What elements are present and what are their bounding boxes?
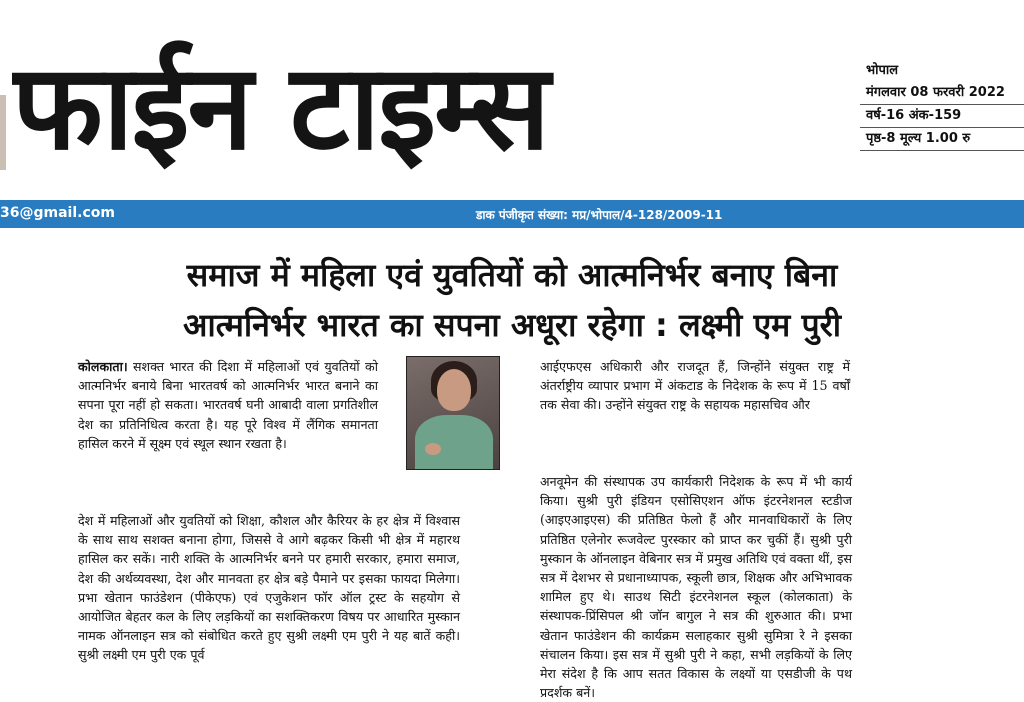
info-bar	[0, 200, 1024, 228]
postal-registration: डाक पंजीकृत संख्या: मप्र/भोपाल/4-128/2009-11	[476, 208, 723, 222]
issue-info	[860, 60, 1024, 151]
photo-figure-hand	[425, 443, 441, 455]
photo-figure-body	[415, 415, 493, 470]
email-address: 36@gmail.com	[0, 205, 115, 221]
speaker-photo	[406, 356, 500, 470]
headline-line-2: आत्मनिर्भर भारत का सपना अधूरा रहेगा : लक्ष्मी एम पुरी	[183, 306, 841, 344]
article-column-right-bottom: अनवूमेन की संस्थापक उप कार्यकारी निदेशक के रूप में भी कार्य किया। सुश्री पुरी इंडियन एसोसिएशन ऑफ इंटरनेशनल स्टडीज (आइएआइएस) की प्रतिष्ठित फेलो हैं और मानवाधिकारों के लिए प्रतिष्ठित एलेनोर रूजवेल्ट पुरस्कार को प्राप्त कर चुकीं हैं। सुश्री पुरी मुस्कान के ऑनलाइन वेबिनार सत्र में प्रमुख अतिथि एवं वक्ता थीं, इस सत्र में देशभर से प्रधानाध्यापक, स्कूली छात्र, शिक्षक और अभिभावक शामिल हुए थे। साउथ सिटी इंटरनेशनल स्कूल (कोलकाता) के संस्थापक-प्रिंसिपल श्री जॉन बागुल ने सत्र की शुरुआत की। प्रभा खेतान फाउंडेशन की कार्यक्रम सलाहकार सुश्री सुमित्रा रे ने इसका संचालन किया। इस सत्र में सुश्री पुरी ने कहा, सभी लड़कियों के लिए मेरा संदेश है कि आप सतत विकास के लक्ष्यों या एसडीजी के पथ प्रदर्शक बनें।	[540, 474, 852, 701]
volume-number: वर्ष-16 अंक-159	[860, 105, 1024, 128]
city-label: भोपाल	[866, 63, 899, 78]
left-edge-photo-fragment	[0, 95, 6, 170]
headline-line-1: समाज में महिला एवं युवतियों को आत्मनिर्भर बनाए बिना	[186, 256, 838, 294]
article-column-left-top	[78, 357, 378, 453]
newspaper-title: फाईन टाइम्स	[12, 38, 549, 176]
article-column-right-top: आईएफएस अधिकारी और राजदूत हैं, जिन्होंने संयुक्त राष्ट्र में अंतर्राष्ट्रीय व्यापार प्रभाग में अंकटाड के निदेशक के रूप में 15 वर्षों तक सेवा की। उन्होंने संयुक्त राष्ट्र के सहायक महासचिव और	[540, 359, 850, 413]
article-text-left-top: सशक्त भारत की दिशा में महिलाओं एवं युवतियों को आत्मनिर्भर बनाये बिना भारतवर्ष को आत्मनिर्भर भारत बनाने का सपना पूरा नहीं हो सकता। भारतवर्ष घनी आबादी वाला प्रगतिशील देश का प्रतिनिधित्व करता है। यह पूरे विश्व में लैंगिक समानता हासिल करने में सूक्ष्म एवं स्थूल स्थान रखता है।	[78, 359, 378, 451]
pages-price: पृष्ठ-8 मूल्य 1.00 रु	[860, 128, 1024, 151]
article-headline	[40, 250, 984, 350]
article-column-left-bottom: देश में महिलाओं और युवतियों को शिक्षा, कौशल और कैरियर के हर क्षेत्र में विश्वास के साथ साथ सशक्त बनाना होगा, जिससे वे आगे बढ़कर किसी भी क्षेत्र में महारथ हासिल कर सकें। नारी शक्ति के आत्मनिर्भर बनने पर हमारी सरकार, हमारा समाज, देश की अर्थव्यवस्था, देश और मानवता हर क्षेत्र बड़े पैमाने पर इसका फायदा मिलेगा। प्रभा खेतान फाउंडेशन (पीकेएफ) एवं एजुकेशन फॉर ऑल ट्रस्ट के सहयोग से आयोजित बेहतर कल के लिए लड़कियों का सशक्तिकरण विषय पर आधारित मुस्कान नामक ऑनलाइन सत्र को संबोधित करते हुए सुश्री लक्ष्मी एम पुरी ने यह बातें कही। सुश्री लक्ष्मी एम पुरी एक पूर्व	[78, 513, 460, 663]
photo-figure-face	[437, 369, 471, 411]
dateline: कोलकाता।	[78, 359, 128, 374]
issue-date: मंगलवार 08 फरवरी 2022	[860, 82, 1024, 105]
